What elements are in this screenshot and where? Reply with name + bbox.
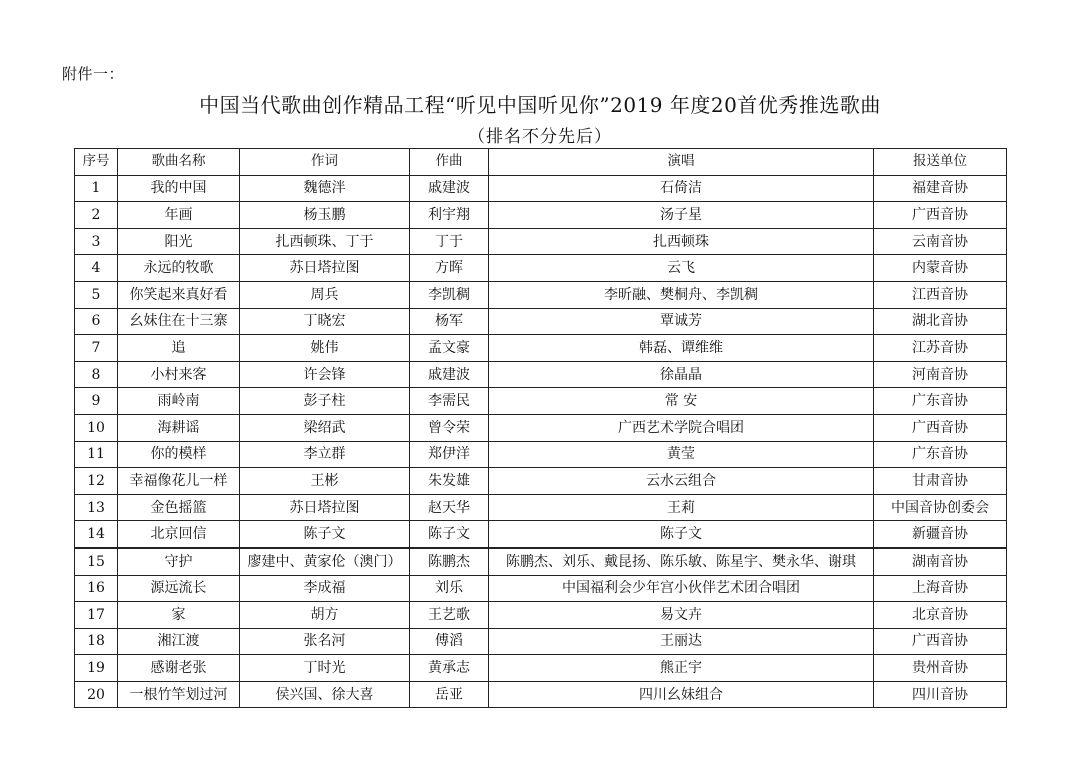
page-title: 中国当代歌曲创作精品工程“听见中国听见你”2019 年度20首优秀推选歌曲 [199,93,881,117]
cell-lyricist: 苏日塔拉图 [240,494,410,521]
cell-performer: 中国福利会少年宫小伙伴艺术团合唱团 [489,575,874,602]
cell-composer: 郑伊洋 [410,441,489,468]
cell-song-name: 湘江渡 [118,628,240,655]
cell-lyricist: 陈子文 [240,521,410,548]
cell-submitting-unit: 四川音协 [874,681,1007,708]
cell-performer: 石倚洁 [489,175,874,202]
cell-lyricist: 彭子柱 [240,388,410,415]
cell-index: 1 [75,175,118,202]
cell-composer: 孟文豪 [410,335,489,362]
cell-submitting-unit: 广东音协 [874,388,1007,415]
cell-performer: 覃诚芳 [489,308,874,335]
cell-song-name: 雨岭南 [118,388,240,415]
cell-index: 14 [75,521,118,548]
cell-index: 19 [75,655,118,682]
cell-submitting-unit: 广西音协 [874,628,1007,655]
cell-index: 10 [75,414,118,441]
cell-song-name: 一根竹竿划过河 [118,681,240,708]
cell-song-name: 年画 [118,202,240,229]
table-row [75,175,1007,202]
header-lyricist: 作词 [240,149,410,176]
cell-composer: 杨军 [410,308,489,335]
cell-song-name: 你笑起来真好看 [118,281,240,308]
cell-composer: 李需民 [410,388,489,415]
cell-index: 15 [75,548,118,575]
cell-song-name: 追 [118,335,240,362]
cell-performer: 徐晶晶 [489,361,874,388]
cell-performer: 汤子星 [489,202,874,229]
cell-song-name: 家 [118,602,240,629]
cell-performer: 陈子文 [489,521,874,548]
cell-submitting-unit: 江西音协 [874,281,1007,308]
table-row [75,388,1007,415]
song-table [74,148,1007,708]
cell-composer: 王艺歌 [410,602,489,629]
cell-lyricist: 魏德泮 [240,175,410,202]
cell-performer: 熊正宇 [489,655,874,682]
cell-composer: 丁于 [410,228,489,255]
cell-song-name: 海耕谣 [118,414,240,441]
table-row [75,308,1007,335]
cell-index: 4 [75,255,118,282]
cell-index: 3 [75,228,118,255]
cell-song-name: 北京回信 [118,521,240,548]
cell-performer: 王丽达 [489,628,874,655]
cell-performer: 陈鹏杰、刘乐、戴昆扬、陈乐敏、陈星宇、樊永华、谢琪 [489,548,874,575]
cell-song-name: 源远流长 [118,575,240,602]
table-row [75,361,1007,388]
cell-submitting-unit: 北京音协 [874,602,1007,629]
cell-composer: 李凯稠 [410,281,489,308]
cell-performer: 李昕融、樊桐舟、李凯稠 [489,281,874,308]
cell-lyricist: 王彬 [240,468,410,495]
cell-song-name: 我的中国 [118,175,240,202]
cell-performer: 广西艺术学院合唱团 [489,414,874,441]
cell-song-name: 感谢老张 [118,655,240,682]
cell-song-name: 你的模样 [118,441,240,468]
cell-submitting-unit: 内蒙音协 [874,255,1007,282]
cell-song-name: 永远的牧歌 [118,255,240,282]
cell-lyricist: 姚伟 [240,335,410,362]
cell-lyricist: 胡方 [240,602,410,629]
cell-lyricist: 梁绍武 [240,414,410,441]
cell-performer: 韩磊、谭维维 [489,335,874,362]
table-row [75,202,1007,229]
cell-lyricist: 许会锋 [240,361,410,388]
table-row [75,655,1007,682]
table-row [75,602,1007,629]
table-row [75,228,1007,255]
header-performer: 演唱 [489,149,874,176]
cell-index: 16 [75,575,118,602]
cell-lyricist: 周兵 [240,281,410,308]
cell-submitting-unit: 贵州音协 [874,655,1007,682]
cell-lyricist: 丁时光 [240,655,410,682]
table-row [75,494,1007,521]
cell-lyricist: 苏日塔拉图 [240,255,410,282]
cell-submitting-unit: 中国音协创委会 [874,494,1007,521]
cell-index: 13 [75,494,118,521]
page-subtitle: （排名不分先后） [468,127,612,147]
cell-index: 5 [75,281,118,308]
cell-song-name: 小村来客 [118,361,240,388]
cell-performer: 云水云组合 [489,468,874,495]
table-row [75,441,1007,468]
cell-submitting-unit: 广东音协 [874,441,1007,468]
cell-song-name: 幸福像花儿一样 [118,468,240,495]
cell-lyricist: 李立群 [240,441,410,468]
cell-performer: 易文卉 [489,602,874,629]
cell-composer: 岳亚 [410,681,489,708]
cell-index: 6 [75,308,118,335]
cell-index: 18 [75,628,118,655]
table-row [75,548,1007,575]
cell-song-name: 守护 [118,548,240,575]
cell-submitting-unit: 湖南音协 [874,548,1007,575]
cell-performer: 王莉 [489,494,874,521]
cell-composer: 戚建波 [410,361,489,388]
cell-submitting-unit: 福建音协 [874,175,1007,202]
cell-performer: 扎西顿珠 [489,228,874,255]
cell-song-name: 幺妹住在十三寨 [118,308,240,335]
cell-composer: 刘乐 [410,575,489,602]
cell-submitting-unit: 广西音协 [874,202,1007,229]
cell-submitting-unit: 广西音协 [874,414,1007,441]
table-row [75,521,1007,548]
cell-lyricist: 侯兴国、徐大喜 [240,681,410,708]
cell-composer: 戚建波 [410,175,489,202]
table-row [75,255,1007,282]
table-row [75,414,1007,441]
cell-index: 8 [75,361,118,388]
cell-submitting-unit: 上海音协 [874,575,1007,602]
cell-composer: 方晖 [410,255,489,282]
cell-lyricist: 扎西顿珠、丁于 [240,228,410,255]
cell-lyricist: 李成福 [240,575,410,602]
cell-submitting-unit: 河南音协 [874,361,1007,388]
cell-lyricist: 丁晓宏 [240,308,410,335]
header-submitting-unit: 报送单位 [874,149,1007,176]
cell-submitting-unit: 甘肃音协 [874,468,1007,495]
cell-lyricist: 张名河 [240,628,410,655]
header-composer: 作曲 [410,149,489,176]
cell-composer: 曾令荣 [410,414,489,441]
header-song-name: 歌曲名称 [118,149,240,176]
header-index: 序号 [75,149,118,176]
cell-index: 9 [75,388,118,415]
cell-performer: 四川幺妹组合 [489,681,874,708]
cell-index: 2 [75,202,118,229]
table-row [75,281,1007,308]
cell-composer: 陈子文 [410,521,489,548]
cell-composer: 陈鹏杰 [410,548,489,575]
cell-index: 17 [75,602,118,629]
cell-lyricist: 杨玉鹏 [240,202,410,229]
cell-performer: 云飞 [489,255,874,282]
cell-index: 20 [75,681,118,708]
cell-index: 12 [75,468,118,495]
cell-composer: 傅滔 [410,628,489,655]
cell-composer: 利宇翔 [410,202,489,229]
table-row [75,681,1007,708]
table-header-row [75,149,1007,176]
table-row [75,468,1007,495]
cell-lyricist: 廖建中、黄家伦（澳门） [240,548,410,575]
cell-performer: 常 安 [489,388,874,415]
cell-index: 11 [75,441,118,468]
cell-song-name: 阳光 [118,228,240,255]
cell-submitting-unit: 新疆音协 [874,521,1007,548]
table-row [75,628,1007,655]
cell-index: 7 [75,335,118,362]
cell-performer: 黄莹 [489,441,874,468]
cell-submitting-unit: 云南音协 [874,228,1007,255]
table-row [75,575,1007,602]
cell-submitting-unit: 湖北音协 [874,308,1007,335]
attachment-label: 附件一： [62,65,125,83]
cell-composer: 朱发雄 [410,468,489,495]
cell-composer: 黄承志 [410,655,489,682]
cell-composer: 赵天华 [410,494,489,521]
cell-song-name: 金色摇篮 [118,494,240,521]
cell-submitting-unit: 江苏音协 [874,335,1007,362]
table-row [75,335,1007,362]
